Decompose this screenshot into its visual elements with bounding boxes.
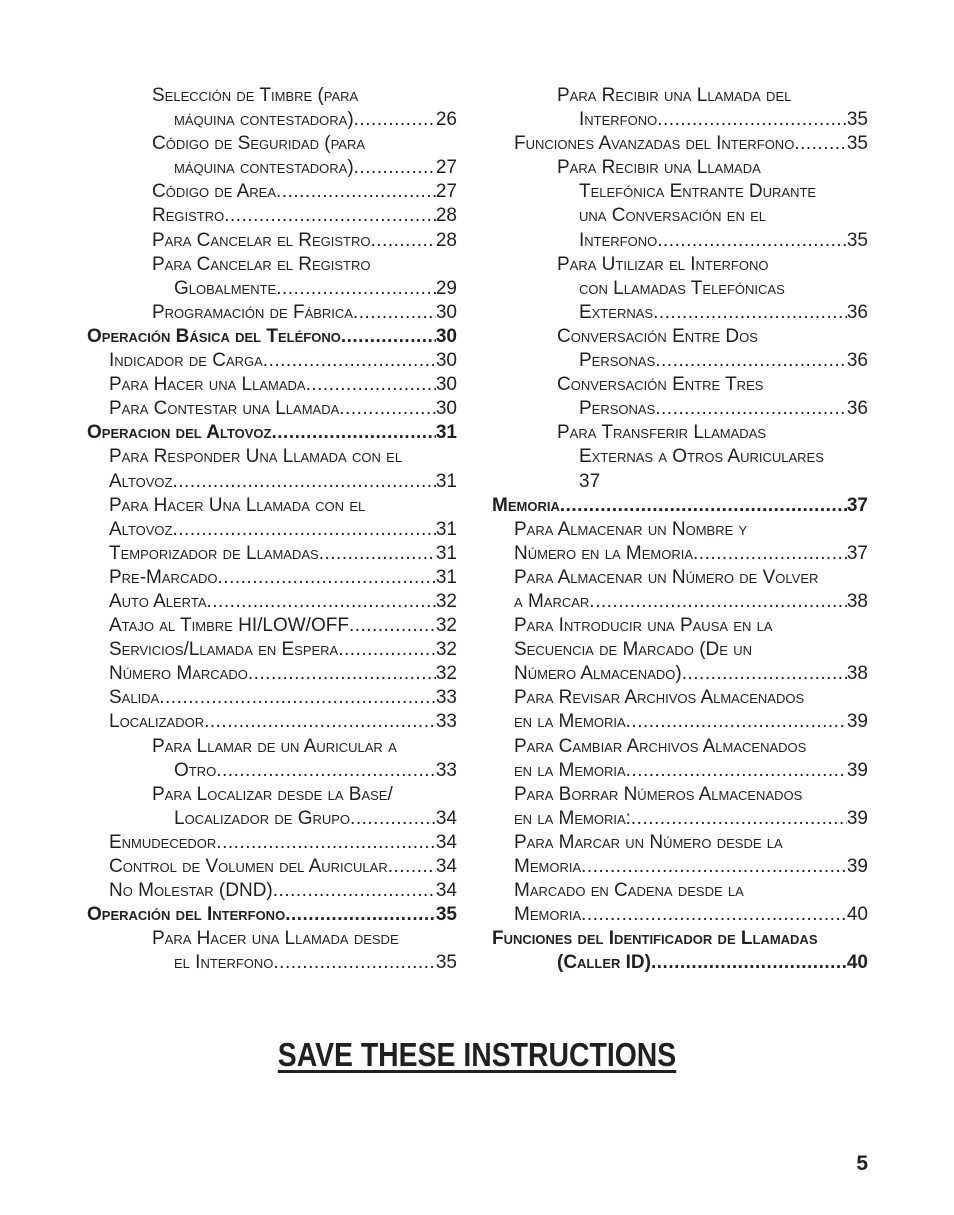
page-number: 5	[856, 1152, 868, 1175]
toc-entry-page: 35	[846, 109, 868, 131]
toc-entry-title: No Molestar (DND)	[109, 880, 273, 902]
toc-entry-title: Marcado en Cadena desde la	[514, 880, 744, 902]
toc-entry-page: 34	[435, 807, 457, 829]
toc-entry-title: Para Revisar Archivos Almacenados	[514, 687, 805, 709]
toc-entry-page: 33	[435, 711, 457, 733]
heading-text: SAVE THESE INSTRUCTIONS	[277, 1036, 677, 1073]
dot-leader	[693, 542, 847, 566]
toc-entry-page: 35	[435, 952, 457, 974]
toc-entry	[492, 470, 868, 494]
toc-entry	[492, 373, 868, 397]
toc-entry-page: 40	[846, 952, 868, 974]
toc-entry	[492, 253, 868, 277]
toc-entry	[87, 855, 457, 879]
toc-entry-title: Para Recibir una Llamada	[557, 157, 761, 179]
toc-entry-title: Personas	[579, 350, 656, 372]
toc-entry-title: Secuencia de Marcado (De un	[514, 639, 752, 661]
toc-entry-page: 33	[435, 687, 457, 709]
dot-leader	[657, 229, 847, 253]
toc-entry-title: (Caller ID)	[557, 952, 651, 974]
toc-entry	[492, 397, 868, 421]
toc-entry	[492, 84, 868, 108]
toc-entry-title: Temporizador de Llamadas	[109, 542, 319, 564]
dot-leader	[248, 662, 436, 686]
toc-entry-title: con Llamadas Telefónicas	[579, 277, 785, 299]
dot-leader	[306, 373, 436, 397]
dot-leader	[339, 397, 436, 421]
save-instructions-heading	[67, 1036, 887, 1074]
toc-entry	[87, 759, 457, 783]
toc-entry-title: en la Memoria	[514, 759, 626, 781]
toc-entry-page: 33	[435, 759, 457, 781]
toc-entry-title: Control de Volumen del Auricular	[109, 856, 388, 877]
toc-entry-page: 32	[435, 615, 457, 637]
toc-entry	[87, 132, 457, 156]
toc-entry	[87, 542, 457, 566]
toc-entry-title: máquina contestadora)	[174, 109, 354, 131]
dot-leader	[626, 759, 847, 783]
toc-entry	[87, 783, 457, 807]
toc-entry	[87, 445, 457, 469]
toc-entry-title: Globalmente	[174, 277, 277, 299]
toc-entry-title: Para Borrar Números Almacenados	[514, 783, 803, 805]
toc-entry	[492, 951, 868, 975]
toc-entry	[492, 445, 868, 469]
toc-entry-title: Localizador	[109, 711, 205, 733]
toc-entry	[492, 566, 868, 590]
toc-entry	[492, 855, 868, 879]
toc-entry-title: Para Hacer Una Llamada con el	[109, 494, 366, 516]
toc-entry-title: en la Memoria	[514, 711, 626, 733]
toc-entry-title: Interfono	[579, 229, 658, 251]
toc-entry-page: 36	[846, 350, 868, 372]
toc-entry	[492, 759, 868, 783]
dot-leader	[216, 759, 436, 783]
toc-entry	[87, 807, 457, 831]
dot-leader	[371, 229, 436, 253]
toc-entry	[492, 301, 868, 325]
toc-entry-title: Operacion del Altovoz	[87, 422, 272, 444]
toc-entry	[492, 421, 868, 445]
dot-leader	[285, 903, 436, 927]
toc-entry-title: Para Almacenar un Nombre y	[514, 518, 748, 540]
toc-entry-title: Para Localizar desde la Base/	[152, 783, 393, 805]
toc-entry	[87, 566, 457, 590]
dot-leader	[589, 590, 847, 614]
toc-entry-title: Pre-Marcado	[109, 566, 218, 588]
toc-entry-page: 30	[435, 325, 457, 347]
toc-entry-title: Telefónica Entrante Durante	[579, 181, 817, 203]
toc-entry-title: Memoria	[514, 856, 582, 877]
toc-entry-title: Número Marcado	[109, 663, 248, 685]
toc-entry	[492, 277, 868, 301]
toc-entry-title: Personas	[579, 398, 656, 420]
dot-leader	[218, 566, 436, 590]
toc-entry	[87, 204, 457, 228]
dot-leader	[338, 638, 436, 662]
toc-entry-title: Enmudecedor	[109, 831, 217, 853]
toc-entry-page: 31	[435, 422, 457, 444]
toc-entry	[87, 879, 457, 903]
toc-entry	[492, 686, 868, 710]
toc-entry	[492, 180, 868, 204]
toc-entry-title: Otro	[174, 759, 217, 781]
toc-entry-page: 30	[435, 398, 457, 420]
toc-entry-title: Conversación Entre Dos	[557, 325, 758, 347]
toc-entry-page: 30	[435, 350, 457, 372]
toc-entry-page: 28	[435, 205, 457, 227]
toc-entry-page: 31	[435, 518, 457, 540]
toc-entry	[87, 470, 457, 494]
dot-leader	[581, 903, 847, 927]
toc-entry	[87, 494, 457, 518]
toc-entry-title: en la Memoria:	[514, 807, 631, 829]
dot-leader	[631, 807, 847, 831]
toc-entry-page: 37	[846, 494, 868, 516]
toc-entry	[87, 638, 457, 662]
toc-entry-title: Altovoz	[109, 518, 173, 540]
dot-leader	[581, 855, 847, 879]
toc-entry-title: Para Utilizar el Interfono	[557, 253, 769, 275]
toc-entry-title: Para Hacer una Llamada	[109, 374, 306, 396]
toc-entry	[87, 927, 457, 951]
toc-entry-title: Número Almacenado)	[514, 663, 682, 685]
dot-leader	[159, 686, 436, 710]
toc-entry	[87, 229, 457, 253]
toc-entry-title: Para Llamar de un Auricular a	[152, 735, 397, 757]
dot-leader	[273, 879, 436, 903]
toc-entry	[492, 132, 868, 156]
toc-entry	[492, 108, 868, 132]
toc-entry-title: Para Cancelar el Registro	[152, 229, 371, 251]
dot-leader	[273, 951, 435, 975]
toc-entry-page: 34	[435, 831, 457, 853]
toc-entry-title: Externas	[579, 301, 654, 323]
dot-leader	[172, 470, 435, 494]
toc-entry-title: Operación Básica del Teléfono	[87, 325, 341, 347]
toc-entry	[87, 421, 457, 445]
dot-leader	[263, 349, 436, 373]
dot-leader	[653, 301, 847, 325]
toc-entry	[492, 614, 868, 638]
toc-entry	[492, 518, 868, 542]
toc-entry-title: Para Cambiar Archivos Almacenados	[514, 735, 807, 757]
toc-entry-title: Indicador de Carga	[109, 350, 263, 372]
dot-leader	[682, 662, 847, 686]
dot-leader	[626, 710, 847, 734]
toc-entry-title: Para Contestar una Llamada	[109, 398, 340, 420]
toc-entry	[87, 831, 457, 855]
toc-entry	[87, 180, 457, 204]
dot-leader	[276, 180, 436, 204]
toc-entry-title: Para Recibir una Llamada del	[557, 85, 792, 106]
dot-leader	[272, 421, 436, 445]
toc-entry	[492, 542, 868, 566]
toc-entry-title: Para Introducir una Pausa en la	[514, 615, 773, 637]
toc-entry-title: Memoria	[514, 904, 582, 926]
toc-entry	[87, 735, 457, 759]
toc-entry-page: 37	[846, 542, 868, 564]
dot-leader	[354, 156, 436, 180]
dot-leader	[388, 855, 436, 879]
dot-leader	[319, 542, 436, 566]
toc-entry-title: Memoria	[492, 494, 560, 516]
toc-entry-page: 27	[435, 157, 457, 179]
dot-leader	[341, 325, 436, 349]
toc-entry-page: 36	[846, 301, 868, 323]
toc-entry-title: Salida	[109, 687, 160, 709]
dot-leader	[350, 807, 436, 831]
toc-entry	[492, 735, 868, 759]
toc-entry	[492, 156, 868, 180]
toc-entry-title: Código de Seguridad (para	[152, 133, 366, 155]
toc-entry-title: Código de Area	[152, 181, 277, 203]
toc-entry	[87, 662, 457, 686]
toc-left-column	[87, 84, 457, 975]
toc-entry	[87, 518, 457, 542]
toc-entry	[492, 662, 868, 686]
toc-entry-title: Funciones del Identificador de Llamadas	[492, 928, 818, 950]
toc-entry-page: 32	[435, 663, 457, 685]
toc-entry	[87, 397, 457, 421]
toc-entry	[87, 903, 457, 927]
toc-entry-title: Para Cancelar el Registro	[152, 253, 371, 275]
toc-entry-page: 32	[435, 639, 457, 661]
dot-leader	[651, 951, 847, 975]
toc-entry	[87, 156, 457, 180]
toc-entry	[492, 229, 868, 253]
toc-entry	[87, 349, 457, 373]
dot-leader	[655, 349, 847, 373]
toc-entry	[492, 927, 868, 951]
toc-entry-title: Para Hacer una Llamada desde	[152, 928, 399, 950]
dot-leader	[353, 301, 436, 325]
dot-leader	[657, 108, 847, 132]
dot-leader	[206, 590, 435, 614]
toc-entry	[87, 253, 457, 277]
toc-entry	[492, 638, 868, 662]
toc-entry-title: máquina contestadora)	[174, 157, 354, 179]
toc-entry-title: Registro	[152, 205, 225, 227]
toc-entry	[492, 494, 868, 518]
toc-entry-page: 39	[846, 856, 868, 877]
toc-entry-page: 31	[435, 566, 457, 588]
toc-entry-title: a Marcar	[514, 590, 590, 612]
toc-entry-page: 26	[435, 109, 457, 131]
toc-entry-page: 32	[435, 590, 457, 612]
toc-entry-page: 35	[846, 229, 868, 251]
toc-entry-title: Externas a Otros Auriculares	[579, 446, 824, 468]
toc-entry	[87, 108, 457, 132]
toc-entry-page: 39	[846, 759, 868, 781]
toc-entry	[87, 614, 457, 638]
dot-leader	[276, 277, 436, 301]
toc-entry	[492, 325, 868, 349]
toc-entry-page: 31	[435, 542, 457, 564]
toc-entry-page: 38	[846, 590, 868, 612]
toc-entry	[87, 325, 457, 349]
toc-entry	[87, 373, 457, 397]
toc-entry-title: Interfono	[579, 109, 658, 131]
toc-entry-page: 40	[846, 904, 868, 926]
toc-entry-title: Altovoz	[109, 470, 173, 492]
toc-entry-page: 29	[435, 277, 457, 299]
toc-entry	[492, 783, 868, 807]
toc-entry-page: 34	[435, 856, 457, 877]
toc-entry	[492, 204, 868, 228]
toc-entry-page: 30	[435, 301, 457, 323]
toc-entry	[492, 831, 868, 855]
dot-leader	[354, 108, 436, 132]
toc-entry-title: Localizador de Grupo	[174, 807, 351, 829]
toc-entry-page: 39	[846, 711, 868, 733]
toc-entry-page: 34	[435, 880, 457, 902]
dot-leader	[216, 831, 436, 855]
toc-entry-page: 38	[846, 663, 868, 685]
dot-leader	[204, 710, 436, 734]
toc-entry-title: Para Responder Una Llamada con el	[109, 446, 403, 468]
toc-entry-page: 31	[435, 470, 457, 492]
toc-entry-title: Funciones Avanzadas del Interfono	[514, 133, 795, 155]
toc-entry-page: 27	[435, 181, 457, 203]
toc-entry-page: 39	[846, 807, 868, 829]
dot-leader	[655, 397, 847, 421]
toc-entry-page: 35	[435, 904, 457, 926]
toc-entry	[87, 277, 457, 301]
toc-entry-title: Operación del Interfono	[87, 904, 286, 926]
toc-entry-title: Auto Alerta	[109, 590, 207, 612]
toc-entry	[492, 807, 868, 831]
toc-entry-page: 36	[846, 398, 868, 420]
toc-entry	[87, 301, 457, 325]
dot-leader	[560, 494, 847, 518]
toc-entry	[87, 590, 457, 614]
toc-entry	[492, 590, 868, 614]
toc-entry-title: Para Transferir Llamadas	[557, 422, 767, 444]
dot-leader	[224, 204, 436, 228]
toc-entry	[87, 84, 457, 108]
toc-entry-title: Programación de Fábrica	[152, 301, 353, 323]
toc-entry-title: Para Marcar un Número desde la	[514, 831, 783, 853]
toc-entry-title: Conversación Entre Tres	[557, 374, 764, 396]
dot-leader	[794, 132, 847, 156]
toc-entry-title: Número en la Memoria	[514, 542, 694, 564]
toc-entry	[492, 879, 868, 903]
toc-entry-title: una Conversación en el	[579, 205, 767, 227]
toc-entry-title: Selección de Timbre (para	[152, 85, 359, 106]
toc-entry-page: 28	[435, 229, 457, 251]
toc-entry-title: Para Almacenar un Número de Volver	[514, 566, 819, 588]
toc-entry	[492, 710, 868, 734]
toc-entry	[87, 686, 457, 710]
dot-leader	[172, 518, 435, 542]
toc-entry	[492, 349, 868, 373]
toc-entry	[492, 903, 868, 927]
toc-entry-title: Servicios/Llamada en Espera	[109, 639, 339, 661]
toc-entry-title: Atajo al Timbre HI/LOW/OFF	[109, 615, 349, 637]
toc-entry	[87, 710, 457, 734]
toc-entry-title: el Interfono	[174, 952, 274, 974]
toc-entry	[87, 951, 457, 975]
toc-entry-title: 37	[579, 470, 601, 492]
toc-entry-page: 35	[846, 133, 868, 155]
toc-right-column	[492, 84, 868, 975]
dot-leader	[349, 614, 436, 638]
toc-entry-page: 30	[435, 374, 457, 396]
